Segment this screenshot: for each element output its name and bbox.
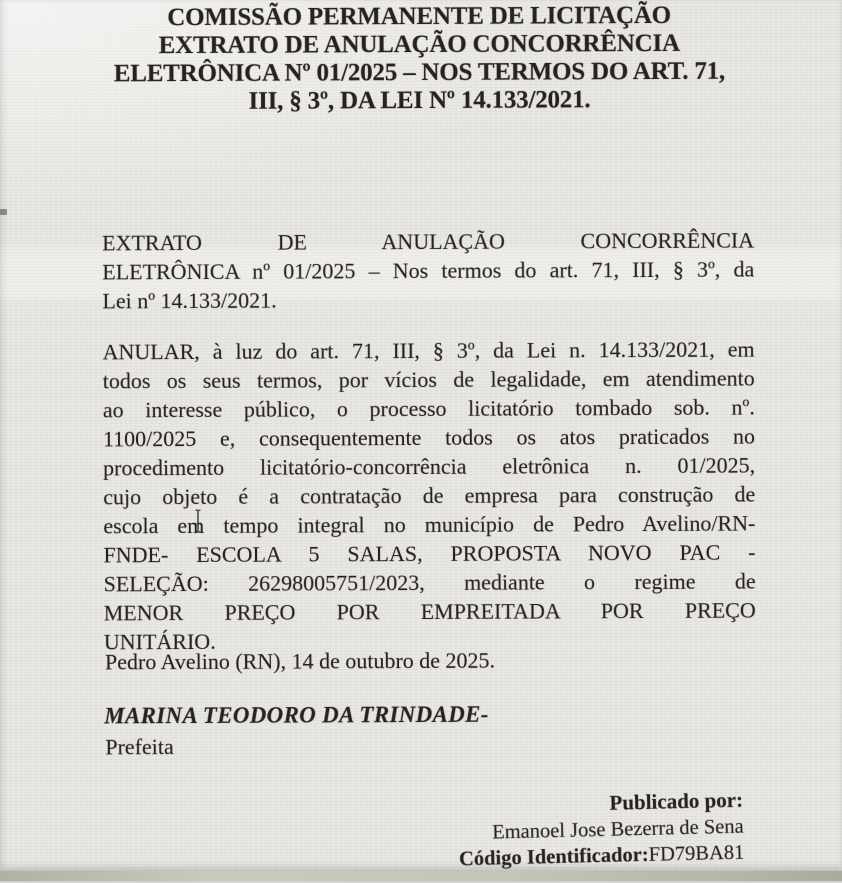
body-line: FNDE- ESCOLA 5 SALAS, PROPOSTA NOVO PAC - bbox=[103, 539, 756, 568]
body-line: SELEÇÃO: 26298005751/2023, mediante o regime de bbox=[103, 568, 756, 597]
date-place-line: Pedro Avelino (RN), 14 de outubro de 2025. bbox=[104, 647, 496, 675]
signature-role: Prefeita bbox=[105, 734, 174, 760]
body-line: UNITÁRIO. bbox=[103, 628, 216, 655]
identifier-label: Código Identificador: bbox=[458, 843, 649, 871]
text-cursor-icon bbox=[192, 508, 204, 534]
body-line: ao interesse público, o processo licitatório tombado sob. nº. bbox=[102, 394, 755, 423]
body-line: 1100/2025 e, consequentemente todos os atos praticados no bbox=[102, 423, 756, 452]
title-line: EXTRATO DE ANULAÇÃO CONCORRÊNCIA bbox=[158, 29, 680, 60]
body-line: MENOR PREÇO POR EMPREITADA POR PREÇO bbox=[103, 597, 756, 626]
title-line: COMISSÃO PERMANENTE DE LICITAÇÃO bbox=[167, 1, 672, 32]
title-line: III, § 3º, DA LEI Nº 14.133/2021. bbox=[248, 86, 591, 115]
paragraph-anular bbox=[103, 335, 756, 657]
publication-footer bbox=[283, 787, 745, 877]
signature-name: MARINA TEODORO DA TRINDADE- bbox=[104, 701, 489, 729]
body-line: procedimento licitatório-concorrência eletrônica n. 01/2025, bbox=[103, 452, 756, 481]
body-line: EXTRATO DE ANULAÇÃO CONCORRÊNCIA bbox=[102, 227, 755, 256]
document-title bbox=[0, 1, 841, 117]
body-line: Lei nº 14.133/2021. bbox=[102, 287, 277, 314]
bottom-band bbox=[0, 871, 842, 881]
body-line: cujo objeto é a contratação de empresa para construção de bbox=[103, 481, 756, 510]
title-line: ELETRÔNICA Nº 01/2025 – NOS TERMOS DO ART. 71, bbox=[113, 57, 726, 88]
body-line: ELETRÔNICA nº 01/2025 – Nos termos do art. 71, III, § 3º, da bbox=[102, 256, 755, 285]
published-by-name: Emanoel Jose Bezerra de Sena bbox=[491, 815, 744, 844]
paragraph-extrato bbox=[102, 226, 754, 316]
body-line: ANULAR, à luz do art. 71, III, § 3º, da Lei n. 14.133/2021, em bbox=[102, 336, 755, 365]
identifier-code: FD79BA81 bbox=[648, 841, 745, 866]
scan-edge-artifact bbox=[0, 209, 7, 215]
body-line: todos os seus termos, por vícios de legalidade, em atendimento bbox=[102, 365, 755, 394]
published-by-label: Publicado por: bbox=[609, 787, 744, 815]
body-line: escola em tempo integral no município de Pedro Avelino/RN- bbox=[103, 510, 756, 539]
